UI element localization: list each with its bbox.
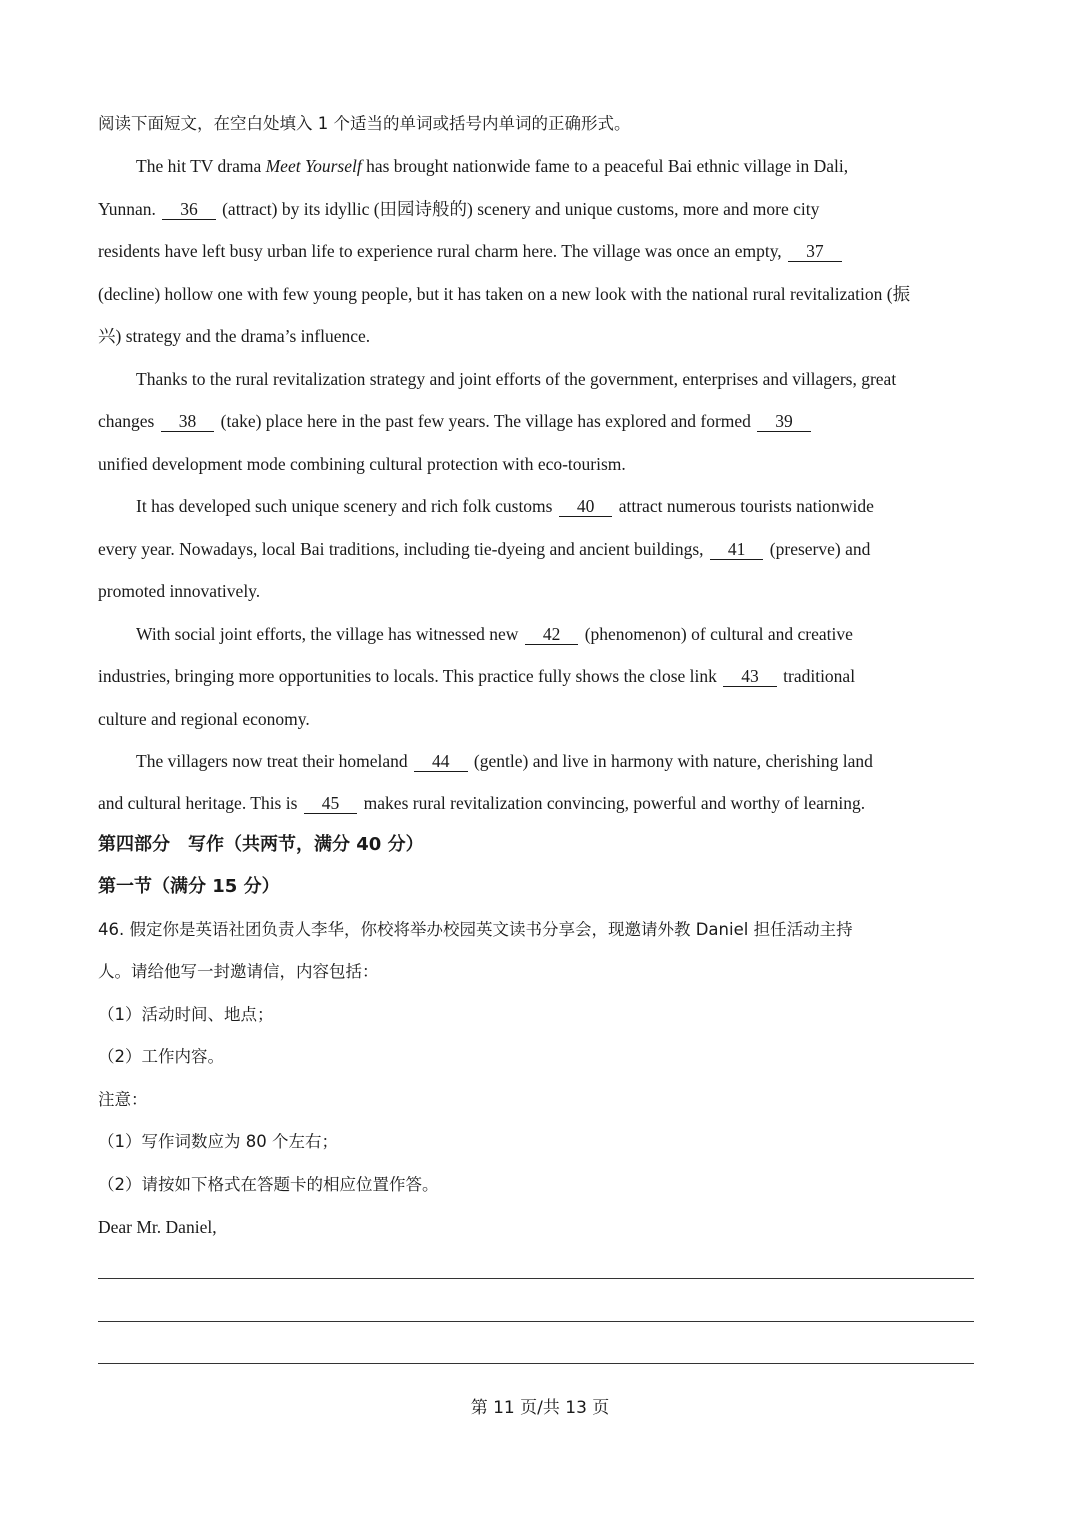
passage-line: 兴) strategy and the drama’s influence. [98,326,371,346]
blank-44[interactable]: 44 [414,751,468,772]
blank-41[interactable]: 41 [710,539,764,560]
letter-salutation: Dear Mr. Daniel, [98,1217,217,1237]
section-heading: 第四部分 写作（共两节，满分 40 分） [98,834,424,855]
question-46-text: 46. 假定你是英语社团负责人李华，你校将举办校园英文读书分享会，现邀请外教 Daniel 担任活动主持 [98,920,853,939]
blank-38[interactable]: 38 [161,411,215,432]
instruction-text: 阅读下面短文，在空白处填入 1 个适当的单词或括号内单词的正确形式。 [98,114,631,133]
passage-line: Thanks to the rural revitalization strategy and joint efforts of the government, enterprises and villagers, great [136,369,897,389]
passage-line: every year. Nowadays, local Bai traditions, including tie-dyeing and ancient buildings, 41 (preserve) and [98,539,871,559]
note-item: （2）请按如下格式在答题卡的相应位置作答。 [98,1175,439,1194]
blank-45[interactable]: 45 [304,793,358,814]
passage-line: Yunnan. 36 (attract) by its idyllic (田园诗般的) scenery and unique customs, more and more city [98,199,820,219]
blank-40[interactable]: 40 [559,496,613,517]
blank-37[interactable]: 37 [788,241,842,262]
answer-line[interactable] [98,1278,974,1279]
passage-line: unified development mode combining cultural protection with eco-tourism. [98,454,626,474]
note-label: 注意： [98,1090,148,1109]
blank-42[interactable]: 42 [525,624,579,645]
passage-line: residents have left busy urban life to experience rural charm here. The village was once an empty, 37 [98,239,988,263]
passage-line: culture and regional economy. [98,709,310,729]
passage-line: (decline) hollow one with few young people, but it has taken on a new look with the national rural revitalization (振 [98,284,911,304]
page-footer: 第 11 页/共 13 页 [470,1398,610,1418]
answer-line[interactable] [98,1363,974,1364]
passage-line: and cultural heritage. This is 45 makes rural revitalization convincing, powerful and worthy of learning. [98,793,866,813]
subsection-heading: 第一节（满分 15 分） [98,876,280,897]
passage-line: promoted innovatively. [98,581,261,601]
passage-line: The villagers now treat their homeland 44 (gentle) and live in harmony with nature, cherishing land [136,751,873,771]
blank-36[interactable]: 36 [162,199,216,220]
answer-line[interactable] [98,1321,974,1322]
question-46-item: （1）活动时间、地点； [98,1005,274,1024]
blank-43[interactable]: 43 [723,666,777,687]
question-46-item: （2）工作内容。 [98,1047,224,1066]
passage-line: industries, bringing more opportunities to locals. This practice fully shows the close link 43 traditional [98,666,856,686]
question-46-text: 人。请给他写一封邀请信，内容包括： [98,962,379,981]
note-item: （1）写作词数应为 80 个左右； [98,1132,338,1151]
drama-title: Meet Yourself [265,156,362,176]
passage-line: With social joint efforts, the village has witnessed new 42 (phenomenon) of cultural and creative [136,624,853,644]
passage-line: It has developed such unique scenery and rich folk customs 40 attract numerous tourists nationwide [136,496,874,516]
blank-39[interactable]: 39 [757,411,811,432]
passage-line: changes 38 (take) place here in the past few years. The village has explored and formed 39 [98,409,988,433]
passage-line: The hit TV drama Meet Yourself has brought nationwide fame to a peaceful Bai ethnic village in Dali, [136,156,849,176]
